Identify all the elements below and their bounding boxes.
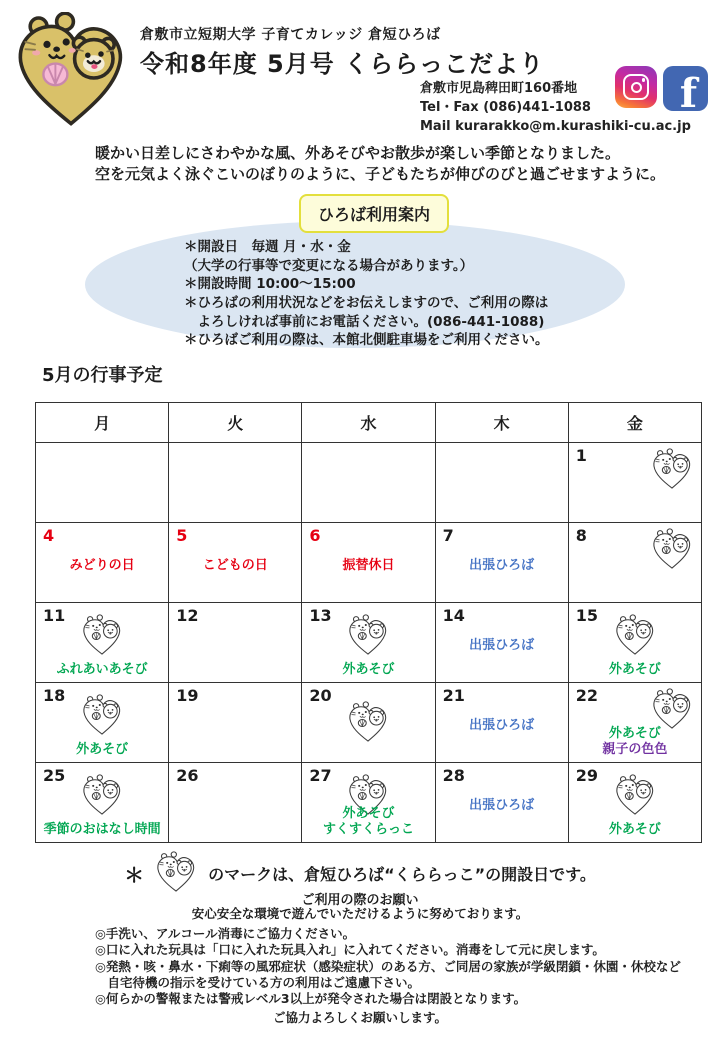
guide-line: （大学の行事等で変更になる場合があります。） — [184, 257, 474, 274]
calendar-day-cell — [568, 763, 701, 843]
day-number: 27 — [309, 766, 332, 785]
facebook-f-glyph: f — [679, 70, 698, 111]
calendar-day-cell — [169, 683, 302, 763]
kurarakko-otter-heart-icon — [80, 614, 124, 658]
instagram-camera-flash-dot — [642, 78, 646, 82]
calendar-day-cell — [36, 443, 169, 523]
day-number: 5 — [176, 526, 188, 545]
kurarakko-otter-heart-icon — [80, 694, 124, 738]
calendar-day-cell — [302, 683, 435, 763]
address-line: 倉敷市児島稗田町160番地 — [420, 81, 578, 96]
day-number: 25 — [43, 766, 66, 785]
day-number: 11 — [43, 606, 66, 625]
usage-notes-list — [95, 926, 681, 1007]
kurarakko-otter-heart-icon — [650, 448, 694, 492]
day-events — [436, 718, 568, 734]
facebook-icon[interactable] — [663, 66, 708, 111]
event-label: 季節のおはなし時間 — [43, 821, 161, 837]
event-label: すくすくらっこ — [322, 821, 414, 837]
day-number: 21 — [442, 686, 465, 705]
day-number: 4 — [43, 526, 55, 545]
day-number: 6 — [309, 526, 321, 545]
day-events — [302, 558, 434, 574]
calendar-week-row — [36, 763, 702, 843]
day-number: 1 — [575, 446, 587, 465]
guide-line: ＊開設時間 10:00～15:00 — [184, 276, 356, 293]
guide-info-list — [184, 238, 549, 350]
event-label: 振替休日 — [342, 557, 395, 573]
guide-line: よろしければ事前にお電話ください。(086-441-1088) — [184, 313, 545, 330]
intro-line-1: 暖かい日差しにさわやかな風、外あそびやお散歩が楽しい季節となりました。 — [95, 144, 621, 162]
day-number: 28 — [442, 766, 465, 785]
event-label: 親子の色色 — [602, 741, 668, 757]
day-events — [36, 558, 168, 574]
day-events — [569, 822, 701, 838]
usage-note: 自宅待機の指示を受けている方の利用はご遠慮下さい。 — [95, 974, 421, 990]
kurarakko-otter-heart-icon — [650, 528, 694, 572]
kurarakko-otter-heart-icon — [346, 701, 390, 745]
day-events — [36, 662, 168, 678]
day-number: 8 — [575, 526, 587, 545]
calendar-day-cell — [568, 523, 701, 603]
calendar-day-cell — [568, 603, 701, 683]
weekday-friday: 金 — [568, 403, 701, 443]
usage-note: ◎発熱・咳・鼻水・下痢等の風邪症状（感染症状）のある方、ご同居の家族が学級閉鎖・休園・休校など — [95, 958, 681, 974]
event-label: 出張ひろば — [469, 637, 535, 653]
usage-request-subtitle: 安心安全な環境で遊んでいただけるように努めております。 — [191, 906, 529, 921]
event-label: 外あそび — [342, 805, 395, 821]
calendar-week-row — [36, 683, 702, 763]
event-label: 出張ひろば — [469, 797, 535, 813]
organization-name: 倉敷市立短期大学 子育てカレッジ 倉短ひろば — [140, 27, 441, 43]
calendar-day-cell — [435, 763, 568, 843]
day-number: 15 — [575, 606, 599, 625]
day-number: 26 — [176, 766, 199, 785]
day-events — [436, 558, 568, 574]
day-number: 7 — [442, 526, 454, 545]
event-label: 出張ひろば — [469, 557, 535, 573]
day-events — [569, 726, 701, 759]
event-label: ふれあいあそび — [56, 661, 148, 677]
day-events — [36, 822, 168, 838]
event-label: 外あそび — [608, 725, 661, 741]
calendar-day-cell — [36, 603, 169, 683]
calendar-day-cell — [36, 523, 169, 603]
guide-line: ＊ひろばの利用状況などをお伝えしますので、ご利用の際は — [184, 294, 549, 311]
guide-line: ＊ひろばご利用の際は、本館北側駐車場をご利用ください。 — [184, 332, 549, 349]
day-events — [302, 806, 434, 839]
calendar-week-row — [36, 603, 702, 683]
legend-text: のマークは、倉短ひろば“くららっこ”の開設日です。 — [208, 864, 596, 884]
day-events — [436, 638, 568, 654]
calendar-day-cell — [435, 443, 568, 523]
calendar-day-cell — [435, 683, 568, 763]
kurarakko-otter-heart-icon — [346, 614, 390, 658]
day-number: 12 — [176, 606, 199, 625]
calendar-day-cell — [568, 443, 701, 523]
calendar-day-cell — [435, 523, 568, 603]
day-number: 14 — [442, 606, 465, 625]
weekday-wednesday: 水 — [302, 403, 435, 443]
calendar-day-cell — [36, 763, 169, 843]
kurarakko-otter-heart-icon — [80, 774, 124, 818]
calendar-day-cell — [36, 683, 169, 763]
may-schedule-calendar — [35, 402, 702, 843]
instagram-camera-frame — [623, 74, 649, 100]
legend-asterisk: ＊ — [124, 862, 145, 887]
mail-line: Mail kurarakko@m.kurashiki-cu.ac.jp — [420, 118, 691, 134]
instagram-camera-lens — [631, 82, 642, 93]
usage-note: ◎口に入れた玩具は「口に入れた玩具入れ」に入れてください。消毒をして元に戻します。 — [95, 942, 605, 958]
day-number: 18 — [43, 686, 66, 705]
weekday-monday: 月 — [36, 403, 169, 443]
guide-title-badge: ひろば利用案内 — [299, 194, 449, 233]
guide-line: ＊開設日 毎週 月・水・金 — [184, 239, 351, 255]
weekday-thursday: 木 — [435, 403, 568, 443]
usage-request-title: ご利用の際のお願い — [301, 893, 419, 908]
intro-paragraph — [95, 143, 665, 185]
calendar-day-cell — [435, 603, 568, 683]
event-label: 出張ひろば — [469, 717, 535, 733]
closing-message: ご協力よろしくお願いします。 — [272, 1010, 447, 1025]
day-number: 29 — [575, 766, 599, 785]
kurarakko-otter-heart-icon — [613, 614, 657, 658]
event-label: 外あそび — [76, 741, 129, 757]
event-label: 外あそび — [608, 821, 661, 837]
calendar-day-cell — [568, 683, 701, 763]
event-label: みどりの日 — [69, 557, 135, 573]
intro-line-2: 空を元気よく泳ぐこいのぼりのように、子どもたちが伸びのびと過ごせますように。 — [95, 165, 666, 183]
day-number: 22 — [575, 686, 599, 705]
tel-fax-line: Tel・Fax (086)441-1088 — [420, 99, 591, 115]
day-events — [36, 742, 168, 758]
usage-note: ◎手洗い、アルコール消毒にご協力ください。 — [95, 926, 356, 941]
calendar-day-cell — [169, 523, 302, 603]
calendar-title: 5月の行事予定 — [42, 365, 163, 386]
kurarakko-otter-heart-icon — [613, 774, 657, 818]
calendar-day-cell — [302, 603, 435, 683]
day-number: 13 — [309, 606, 332, 625]
day-events — [569, 662, 701, 678]
kurarakko-logo — [10, 12, 132, 132]
newsletter-title: 令和8年度 5月号 くららっこだより — [140, 50, 545, 78]
day-events — [436, 798, 568, 814]
calendar-day-cell — [169, 603, 302, 683]
weekday-tuesday: 火 — [169, 403, 302, 443]
day-events — [302, 662, 434, 678]
day-number: 20 — [309, 686, 332, 705]
instagram-icon[interactable] — [615, 66, 657, 108]
calendar-day-cell — [302, 443, 435, 523]
calendar-day-cell — [169, 763, 302, 843]
event-label: 外あそび — [608, 661, 661, 677]
day-events — [169, 558, 301, 574]
usage-note: ◎何らかの警報または警戒レベル3以上が発令された場合は閉設となります。 — [95, 991, 527, 1006]
calendar-week-row — [36, 523, 702, 603]
calendar-day-cell — [302, 763, 435, 843]
weekday-header-row — [36, 403, 702, 443]
day-number: 19 — [176, 686, 199, 705]
calendar-day-cell — [169, 443, 302, 523]
event-label: こどもの日 — [202, 557, 268, 573]
calendar-day-cell — [302, 523, 435, 603]
event-label: 外あそび — [342, 661, 395, 677]
calendar-week-row — [36, 443, 702, 523]
